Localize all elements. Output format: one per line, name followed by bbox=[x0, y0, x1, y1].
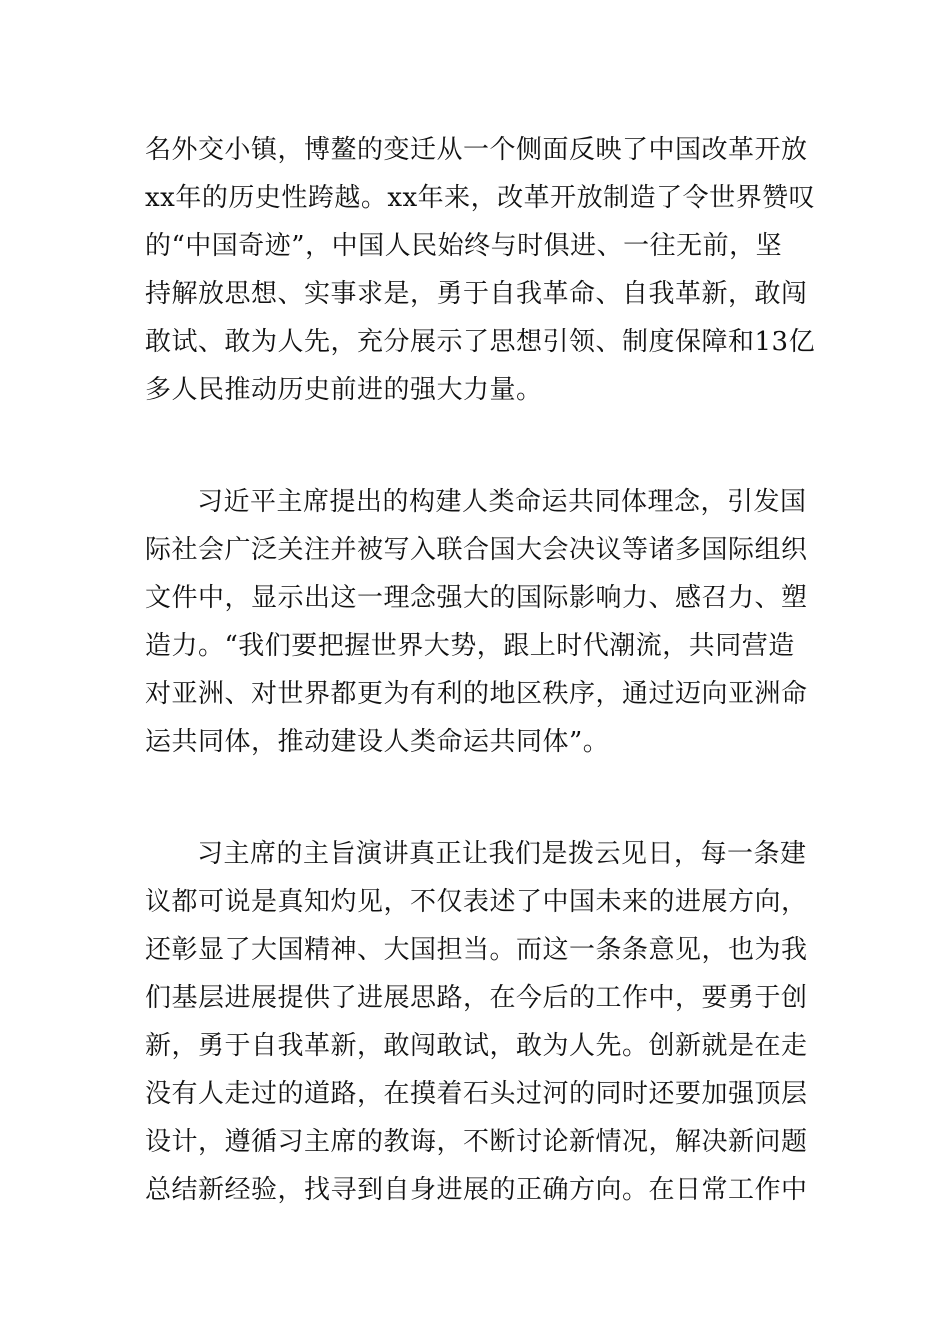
text-line: 习近平主席提出的构建人类命运共同体理念，引发国 bbox=[197, 487, 807, 517]
text-line: 多人民推动历史前进的强大力量。 bbox=[145, 375, 543, 405]
text-line: 际社会广泛关注并被写入联合国大会决议等诸多国际组织 bbox=[145, 535, 808, 565]
text-line: 文件中，显示出这一理念强大的国际影响力、感召力、塑 bbox=[145, 583, 808, 613]
text-line: 总结新经验，找寻到自身进展的正确方向。在日常工作中 bbox=[145, 1175, 808, 1205]
text-line: 名外交小镇，博鳌的变迁从一个侧面反映了中国改革开放 bbox=[145, 135, 808, 165]
paragraph-3 bbox=[145, 830, 807, 1214]
text-line: 造力。“我们要把握世界大势，跟上时代潮流，共同营造 bbox=[145, 631, 795, 661]
text-line: 没有人走过的道路，在摸着石头过河的同时还要加强顶层 bbox=[145, 1079, 808, 1109]
text-line: 对亚洲、对世界都更为有利的地区秩序，通过迈向亚洲命 bbox=[145, 679, 808, 709]
text-line: 习主席的主旨演讲真正让我们是拨云见日，每一条建 bbox=[197, 839, 807, 869]
text-line: 运共同体，推动建设人类命运共同体”。 bbox=[145, 727, 610, 757]
text-line: 的“中国奇迹”，中国人民始终与时俱进、一往无前，坚 bbox=[145, 231, 783, 261]
text-line: 持解放思想、实事求是，勇于自我革命、自我革新，敢闯 bbox=[145, 279, 808, 309]
paragraph-1 bbox=[145, 126, 816, 414]
text-line: 敢试、敢为人先，充分展示了思想引领、制度保障和13亿 bbox=[145, 327, 816, 357]
text-line: xx年的历史性跨越。xx年来，改革开放制造了令世界赞叹 bbox=[145, 183, 816, 213]
text-line: 新，勇于自我革新，敢闯敢试，敢为人先。创新就是在走 bbox=[145, 1031, 808, 1061]
text-line: 议都可说是真知灼见，不仅表述了中国未来的进展方向， bbox=[145, 887, 808, 917]
text-line: 还彰显了大国精神、大国担当。而这一条条意见，也为我 bbox=[145, 935, 808, 965]
text-line: 们基层进展提供了进展思路，在今后的工作中，要勇于创 bbox=[145, 983, 808, 1013]
paragraph-2 bbox=[145, 478, 807, 766]
text-line: 设计，遵循习主席的教诲，不断讨论新情况，解决新问题 bbox=[145, 1127, 808, 1157]
